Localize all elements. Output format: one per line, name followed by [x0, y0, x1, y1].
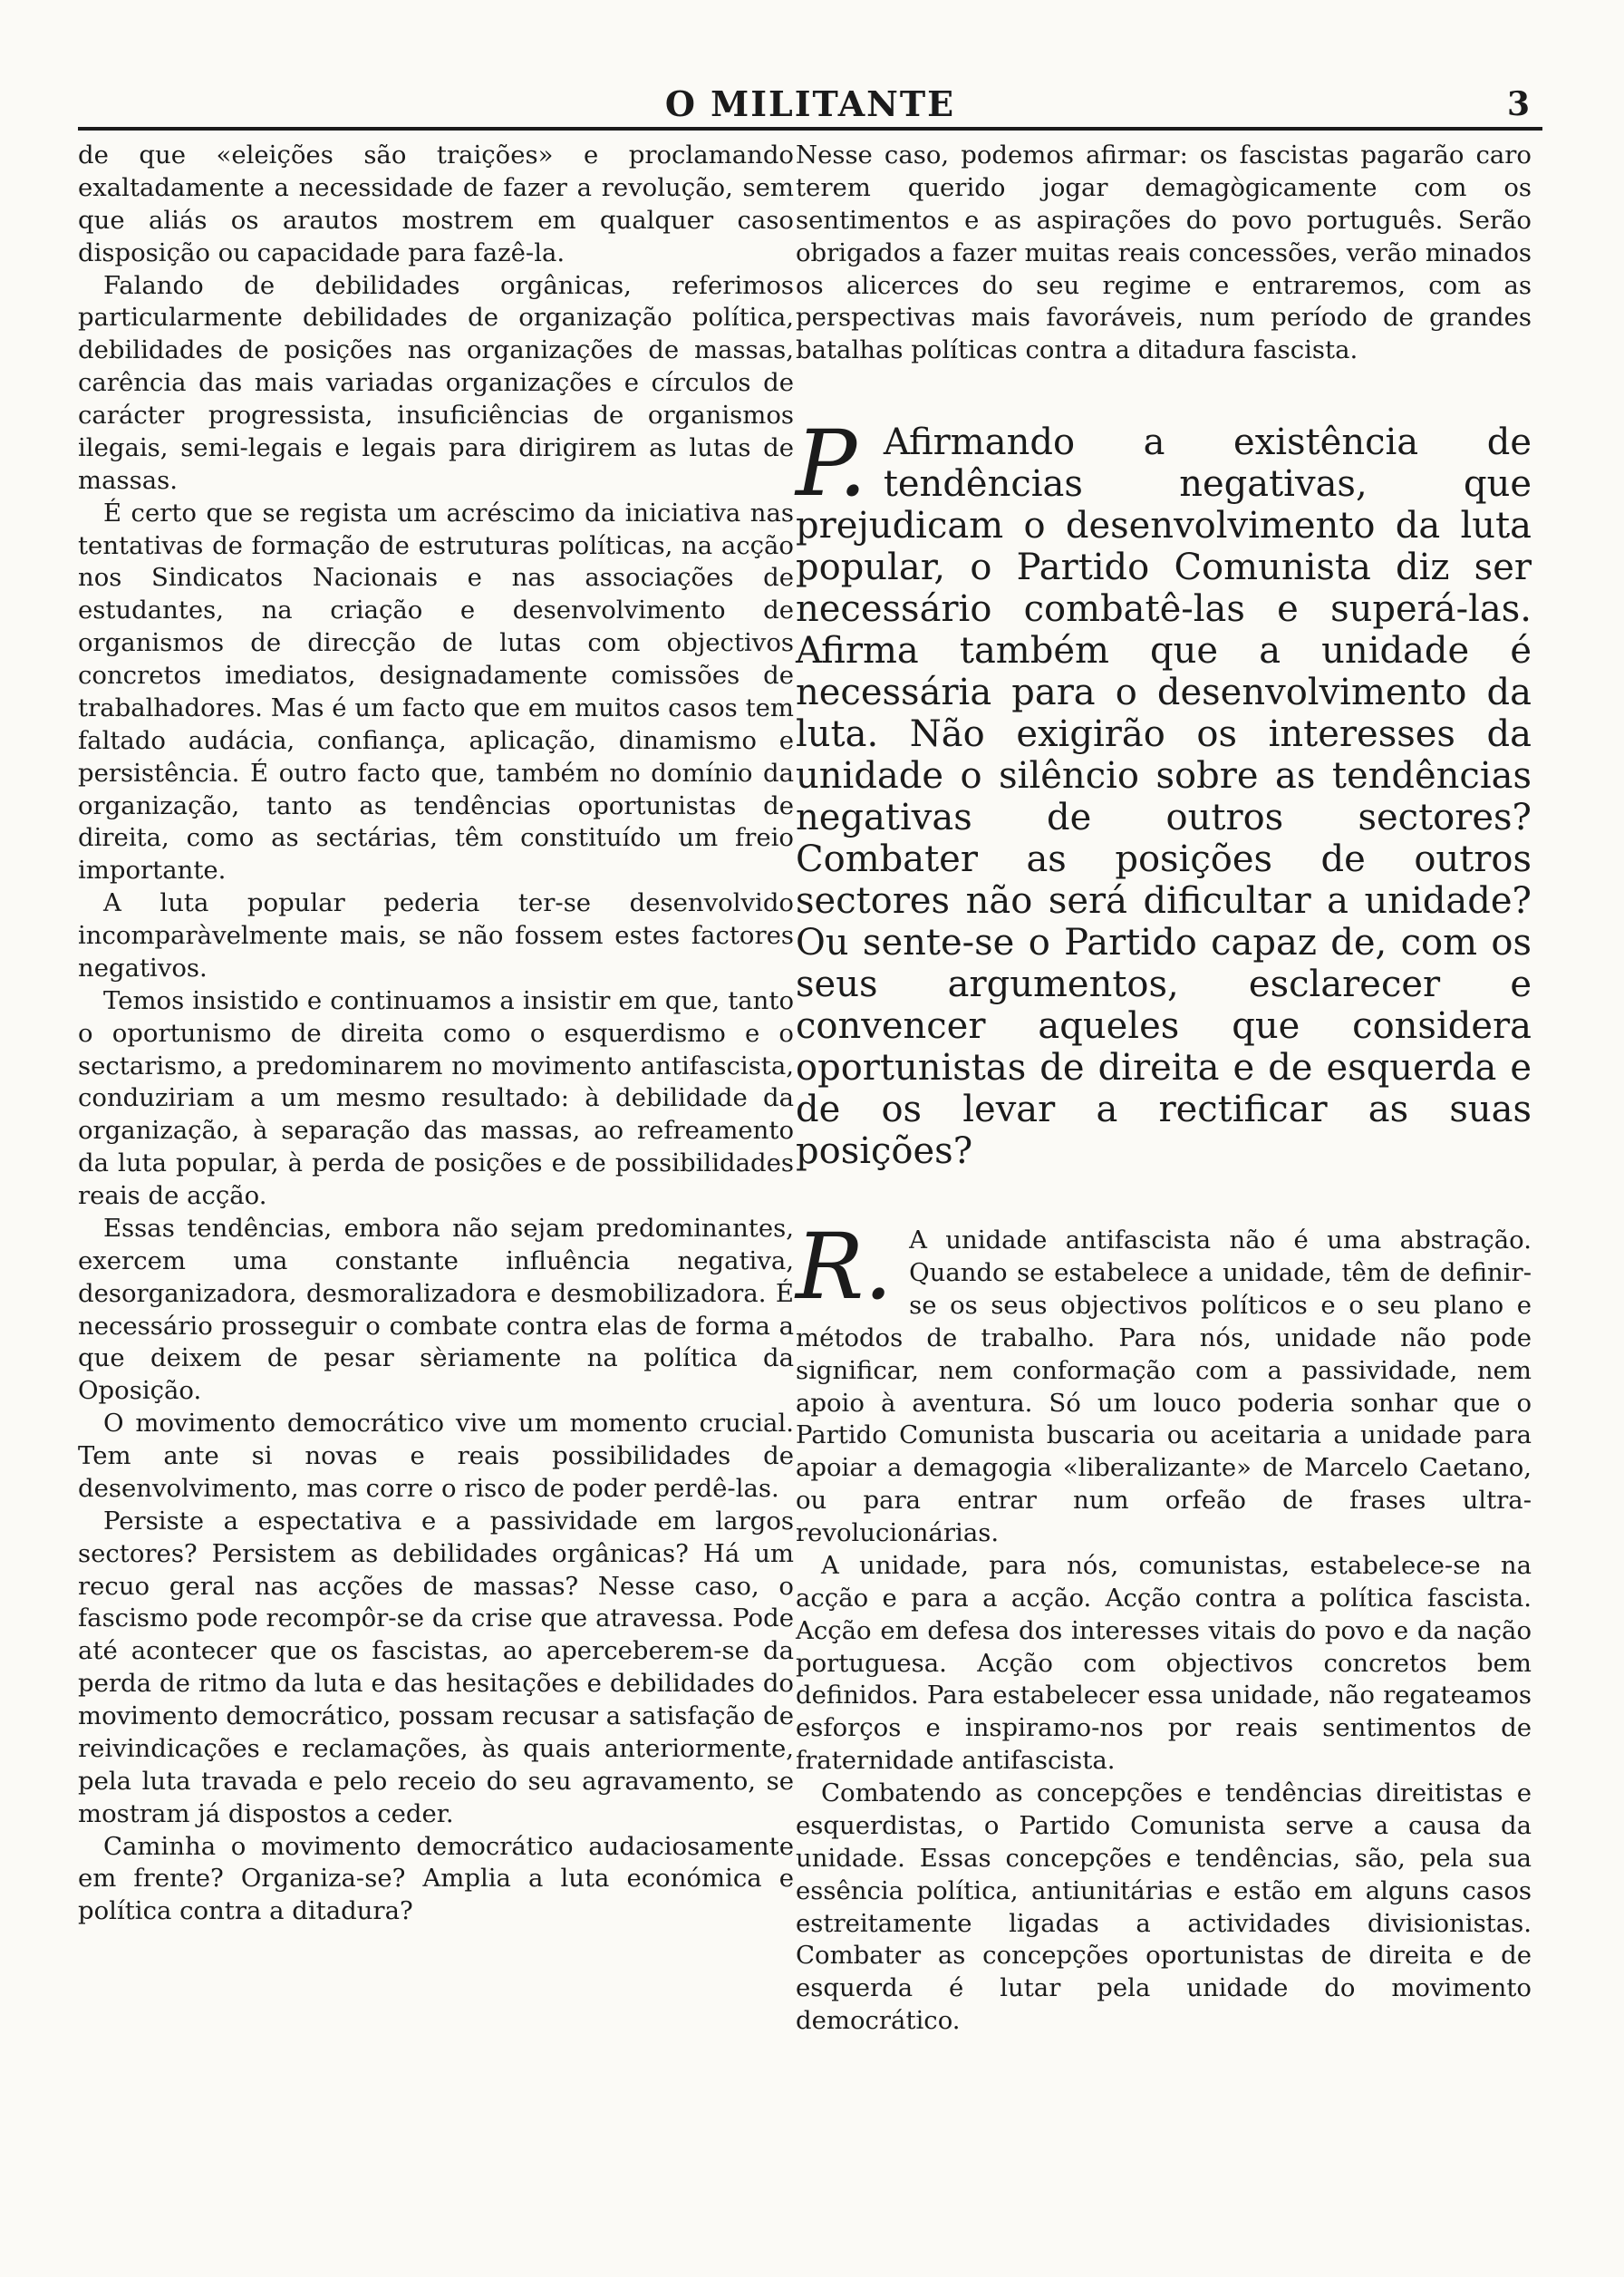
left-column: [78, 140, 794, 1928]
paragraph: Persiste a espectativa e a passividade em largos sectores? Persistem as debilidades orgânicas? Há um recuo geral nas acções de massas? Nesse caso, o fascismo pode recompôr-se da crise que atravessa. Pode até acontecer que os fascistas, ao aperceberem-se da perda de ritmo da luta e das hesitações e debilidades do movimento democrático, possam recusar a satisfação de reivindicações e reclamações, às quais anteriormente, pela luta travada e pelo receio do seu agravamento, se mostram já dispostos a ceder.: [78, 1506, 794, 1828]
paragraph: de que «eleições são traições» e proclamando exaltadamente a necessidade de fazer a revolução, sem que aliás os arautos mostrem em qualquer caso disposição ou capacidade para fazê-la.: [78, 140, 794, 267]
interview-answer: [796, 1214, 1532, 2038]
paragraph: Essas tendências, embora não sejam predominantes, exercem uma constante influência negativa, desorganizadora, desmoralizadora e desmobilizadora. É necessário prosseguir o combate contra elas de forma a que deixem de pesar sèriamente na política da Oposição.: [78, 1213, 794, 1406]
header-rule: [78, 127, 1542, 131]
paragraph: Temos insistido e continuamos a insistir em que, tanto o oportunismo de direita como o esquerdismo e o sectarismo, a predominarem no movimento antifascista, conduziriam a um mesmo resultado: à debilidade da organização, à separação das massas, ao refreamento da luta popular, à perda de posições e de possibilidades reais de acção.: [78, 985, 794, 1210]
paragraph: Nesse caso, podemos afirmar: os fascistas pagarão caro terem querido jogar demagògicamente com os sentimentos e as aspirações do povo português. Serão obrigados a fazer muitas reais concessões, verão minados os alicerces do seu regime e entraremos, com as perspectivas mais favoráveis, num período de grandes batalhas políticas contra a ditadura fascista.: [796, 140, 1532, 365]
paragraph: Caminha o movimento democrático audaciosamente em frente? Organiza-se? Amplia a luta económica e política contra a ditadura?: [78, 1831, 794, 1926]
paragraph: A luta popular pederia ter-se desenvolvido incomparàvelmente mais, se não fossem estes factores negativos.: [78, 888, 794, 983]
masthead: [78, 83, 1542, 125]
paragraph: Combatendo as concepções e tendências direitistas e esquerdistas, o Partido Comunista serve a causa da unidade. Essas concepções e tendências, são, pela sua essência política, antiunitárias e estão em alguns casos estreitamente ligadas a actividades divisionistas. Combater as concepções oportunistas de direita e de esquerda é lutar pela unidade do movimento democrático.: [796, 1778, 1532, 2036]
page-number: 3: [1506, 85, 1530, 123]
answer-label: R.: [796, 1214, 894, 1321]
paragraph: É certo que se regista um acréscimo da iniciativa nas tentativas de formação de estruturas políticas, na acção nos Sindicatos Nacionais e nas associações de estudantes, na criação e desenvolvimento de organismos de direcção de lutas com objectivos concretos imediatos, designadamente comissões de trabalhadores. Mas é um facto que em muitos casos tem faltado audácia, confiança, aplicação, dinamismo e persistência. É outro facto que, também no domínio da organização, tanto as tendências oportunistas de direita, como as sectárias, têm constituído um freio importante.: [78, 498, 794, 886]
interview-question: [796, 411, 1532, 1173]
paragraph: Falando de debilidades orgânicas, referimos particularmente debilidades de organização política, debilidades de posições nas organizações de massas, carência das mais variadas organizações e círculos de carácter progressista, insuficiências de organismos ilegais, semi-legais e legais para dirigirem as lutas de massas.: [78, 270, 794, 495]
answer-first-paragraph: [796, 1214, 1532, 1550]
question-label: P.: [796, 411, 867, 518]
newspaper-title: O MILITANTE: [664, 83, 956, 124]
right-column: [796, 140, 1532, 2038]
answer-text: A unidade antifascista não é uma abstração. Quando se estabelece a unidade, têm de definir-se os seus objectivos políticos e o seu plano e métodos de trabalho. Para nós, unidade não pode significar, nem conformação com a passividade, nem apoio à aventura. Só um louco poderia sonhar que o Partido Comunista buscaria ou aceitaria a unidade para apoiar a demagogia «liberalizante» de Marcelo Caetano, ou para entrar num orfeão de frases ultra-revolucionárias.: [796, 1226, 1532, 1547]
paragraph: O movimento democrático vive um momento crucial. Tem ante si novas e reais possibilidades de desenvolvimento, mas corre o risco de poder perdê-las.: [78, 1409, 794, 1503]
question-text: Afirmando a existência de tendências negativas, que prejudicam o desenvolvimento da luta popular, o Partido Comunista diz ser necessário combatê-las e superá-las. Afirma também que a unidade é necessária para o desenvolvimento da luta. Não exigirão os interesses da unidade o silêncio sobre as tendências negativas de outros sectores? Combater as posições de outros sectores não será dificultar a unidade? Ou sente-se o Partido capaz de, com os seus argumentos, esclarecer e convencer aqueles que considera oportunistas de direita e de esquerda e de os levar a rectificar as suas posições?: [796, 421, 1532, 1173]
paragraph: A unidade, para nós, comunistas, estabelece-se na acção e para a acção. Acção contra a política fascista. Acção em defesa dos interesses vitais do povo e da nação portuguesa. Acção com objectivos concretos bem definidos. Para estabelecer essa unidade, não regateamos esforços e inspiramo-nos por reais sentimentos de fraternidade antifascista.: [796, 1550, 1532, 1776]
